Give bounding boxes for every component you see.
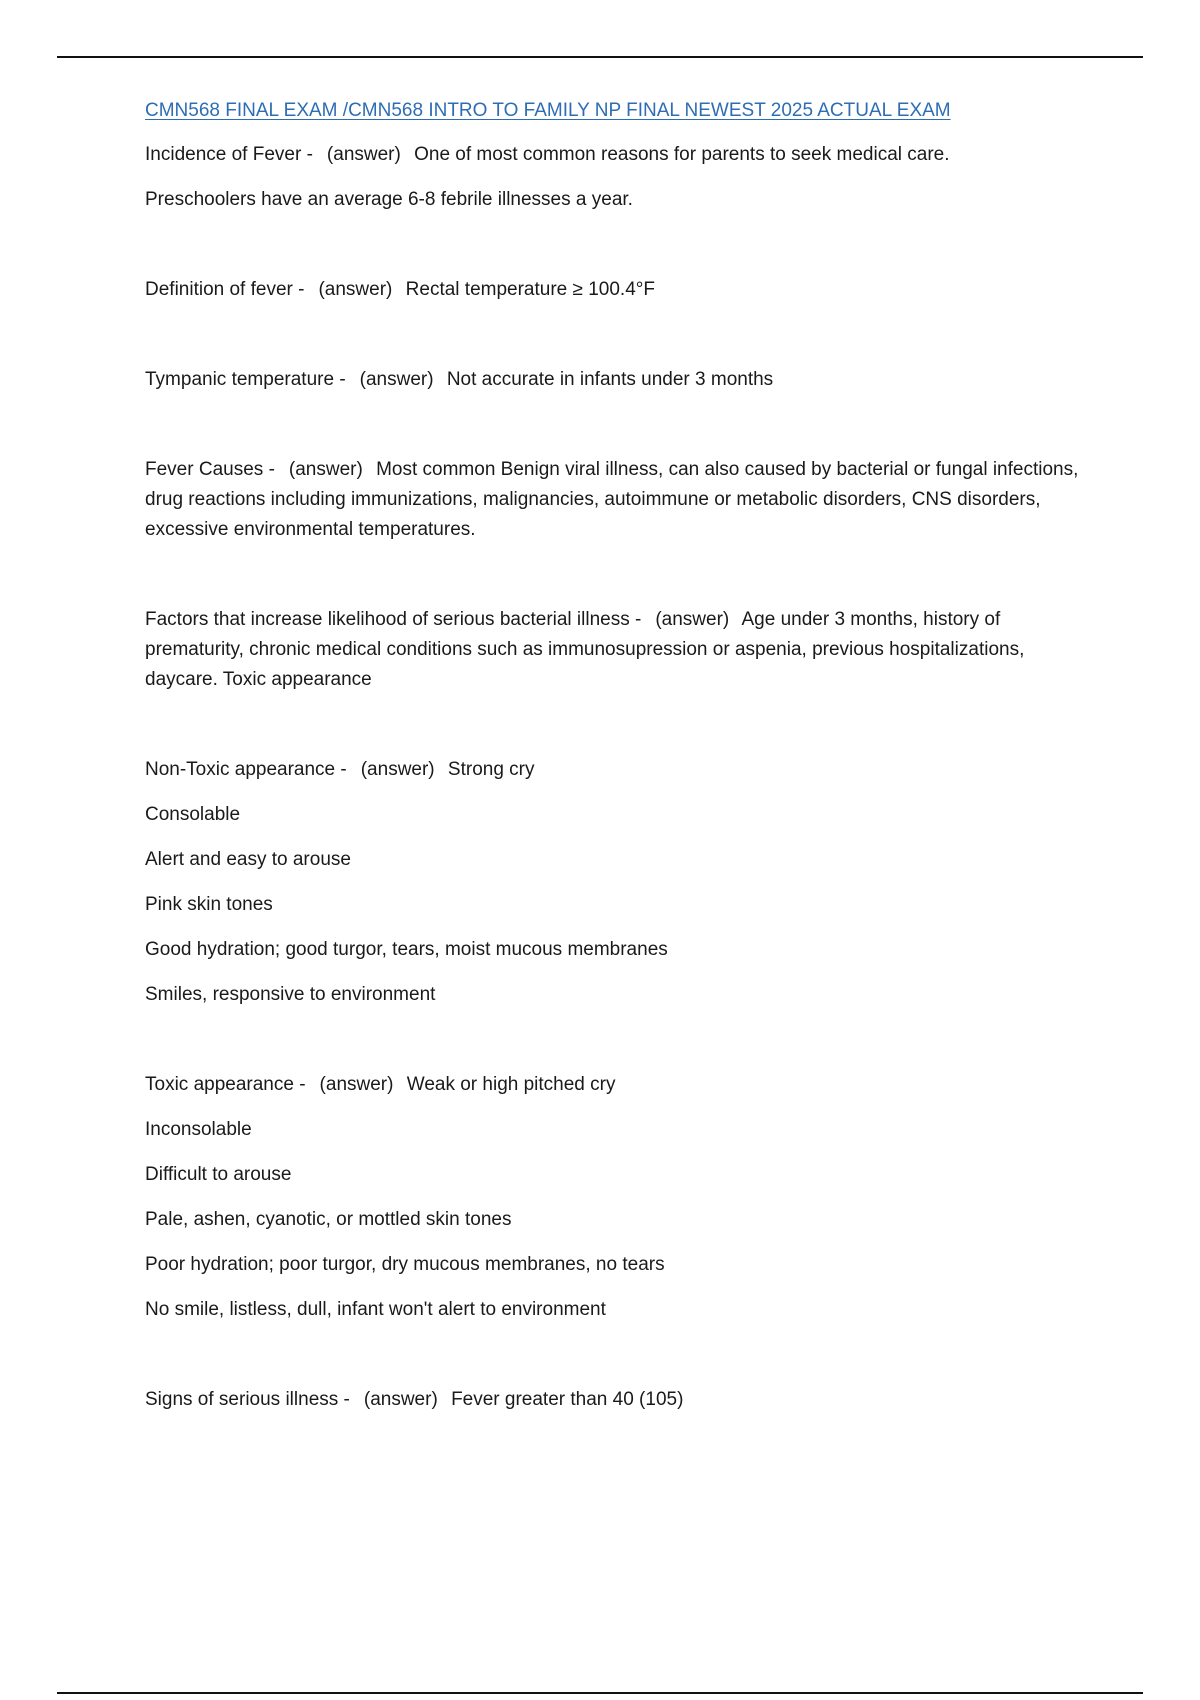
answer-tag: (answer) — [319, 1074, 394, 1095]
qa-question-line — [145, 455, 1090, 545]
section-gap — [145, 410, 1090, 455]
qa-term: Fever Causes — [145, 459, 264, 480]
qa-term: Definition of fever — [145, 279, 293, 300]
qa-question-line — [145, 1070, 1090, 1100]
qa-item-0 — [145, 140, 1090, 215]
qa-extra-line: Good hydration; good turgor, tears, moist mucous membranes — [145, 939, 668, 960]
answer-tag: (answer) — [655, 609, 730, 630]
qa-separator: - — [339, 369, 346, 390]
qa-item-7 — [145, 1385, 1090, 1415]
answer-tag: (answer) — [360, 759, 435, 780]
answer-tag: (answer) — [318, 279, 393, 300]
qa-extra-line: Pale, ashen, cyanotic, or mottled skin tones — [145, 1209, 512, 1230]
qa-extra-line: Pink skin tones — [145, 894, 273, 915]
qa-question-line — [145, 275, 1090, 305]
qa-separator: - — [299, 1074, 306, 1095]
qa-question-line — [145, 755, 1090, 785]
qa-item-3 — [145, 455, 1090, 545]
answer-tag: (answer) — [363, 1389, 438, 1410]
section-gap — [145, 230, 1090, 275]
qa-answer: One of most common reasons for parents to seek medical care. — [414, 144, 950, 165]
answer-tag: (answer) — [326, 144, 401, 165]
answer-tag: (answer) — [288, 459, 363, 480]
qa-answer: Most common Benign viral illness, can also caused by bacterial or fungal infections, drug reactions including immunizations, malignancies, autoimmune or metabolic disorders, CNS disorders, excessive environmental temperatures. — [145, 459, 1079, 540]
qa-answer: Weak or high pitched cry — [406, 1074, 616, 1095]
qa-question-line — [145, 1385, 1090, 1415]
document-title-link[interactable]: CMN568 FINAL EXAM /CMN568 INTRO TO FAMILY NP FINAL NEWEST 2025 ACTUAL EXAM — [145, 100, 951, 121]
qa-answer: Rectal temperature ≥ 100.4°F — [405, 279, 655, 300]
answer-tag: (answer) — [359, 369, 434, 390]
qa-question-line — [145, 140, 1090, 170]
qa-separator: - — [298, 279, 305, 300]
qa-extra-line: Difficult to arouse — [145, 1164, 292, 1185]
section-gap — [145, 1340, 1090, 1385]
qa-question-line — [145, 605, 1090, 695]
header-rule — [57, 56, 1143, 58]
qa-extra-line: Consolable — [145, 804, 241, 825]
qa-term: Signs of serious illness — [145, 1389, 339, 1410]
section-gap — [145, 1025, 1090, 1070]
qa-separator: - — [268, 459, 275, 480]
qa-item-1 — [145, 275, 1090, 305]
section-gap — [145, 560, 1090, 605]
qa-extra-line: Alert and easy to arouse — [145, 849, 351, 870]
qa-extra-line: Inconsolable — [145, 1119, 252, 1140]
qa-separator: - — [340, 759, 347, 780]
qa-term: Factors that increase likelihood of serious bacterial illness — [145, 609, 630, 630]
qa-separator: - — [306, 144, 313, 165]
qa-item-4 — [145, 605, 1090, 695]
qa-extra-line: Preschoolers have an average 6-8 febrile illnesses a year. — [145, 189, 633, 210]
qa-separator: - — [343, 1389, 350, 1410]
qa-item-5 — [145, 755, 1090, 1010]
qa-term: Toxic appearance — [145, 1074, 294, 1095]
section-gap — [145, 320, 1090, 365]
qa-separator: - — [635, 609, 642, 630]
qa-extra-line: Smiles, responsive to environment — [145, 984, 436, 1005]
qa-answer: Not accurate in infants under 3 months — [446, 369, 774, 390]
qa-answer: Fever greater than 40 (105) — [451, 1389, 684, 1410]
qa-item-2 — [145, 365, 1090, 395]
qa-answer: Strong cry — [447, 759, 535, 780]
qa-term: Tympanic temperature — [145, 369, 335, 390]
qa-answer: Age under 3 months, history of prematurity, chronic medical conditions such as immunosupression or aspenia, previous hospitalizations, daycare. Toxic appearance — [145, 609, 1025, 690]
qa-item-6 — [145, 1070, 1090, 1325]
qa-extra-line: No smile, listless, dull, infant won't alert to environment — [145, 1299, 606, 1320]
footer-rule — [57, 1692, 1143, 1694]
qa-term: Non-Toxic appearance — [145, 759, 336, 780]
section-gap — [145, 710, 1090, 755]
qa-term: Incidence of Fever — [145, 144, 302, 165]
document-body — [145, 96, 1090, 1430]
qa-question-line — [145, 365, 1090, 395]
qa-extra-line: Poor hydration; poor turgor, dry mucous membranes, no tears — [145, 1254, 665, 1275]
